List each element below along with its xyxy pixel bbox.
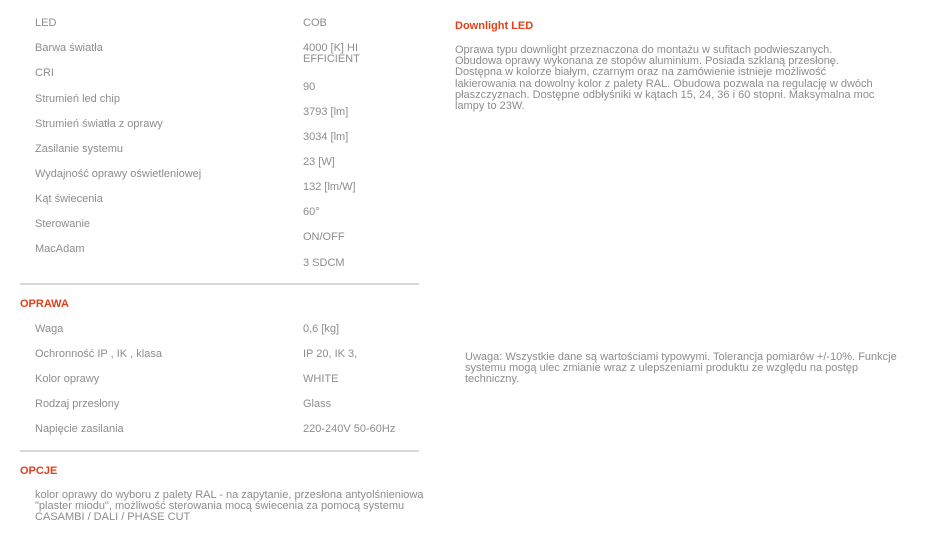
- spec-value-macadam: 3 SDCM: [303, 257, 345, 269]
- spec-label-zasilanie: Zasilanie systemu: [35, 143, 124, 155]
- oprawa-value-przeslona: Glass: [303, 398, 332, 410]
- spec-label-kat: Kąt świecenia: [35, 193, 103, 205]
- spec-label-wydajnosc: Wydajność oprawy oświetleniowej: [35, 168, 202, 180]
- oprawa-label-napiecie: Napięcie zasilania: [35, 423, 124, 435]
- spec-value-kat: 60°: [303, 206, 320, 218]
- spec-value-zasilanie: 23 [W]: [303, 156, 335, 168]
- product-description: Oprawa typu downlight przeznaczona do montażu w sufitach podwieszanych. Obudowa oprawy wykonana ze stopów aluminium. Posiada szklaną przesłonę. Dostępna w kolorze białym, czarnym oraz na zamówienie istnieje możliwość lakierowania na dowolny kolor z palety RAL. Obudowa pozwala na regulację w dwóch płaszczyznach. Dostępne odbłyśniki w kątach 15, 24, 36 i 60 stopni. Maksymalna moc lampy to 23W.: [455, 44, 875, 113]
- spec-label-led: LED: [35, 17, 57, 29]
- opcje-text: kolor oprawy do wyboru z palety RAL - na zapytanie, przesłona antyolśnieniowa "plaster miodu", możliwość sterowania mocą świecenia za pomocą systemu CASAMBI / DALI / PHASE CUT: [35, 489, 424, 524]
- section-divider: [20, 450, 419, 452]
- oprawa-value-kolor: WHITE: [303, 373, 339, 385]
- oprawa-value-napiecie: 220-240V 50-60Hz: [303, 423, 396, 435]
- spec-value-cri: 90: [303, 81, 316, 93]
- spec-value-sterowanie: ON/OFF: [303, 231, 345, 243]
- spec-label-macadam: MacAdam: [35, 243, 85, 255]
- spec-label-sterowanie: Sterowanie: [35, 218, 91, 230]
- section-title-oprawa: OPRAWA: [20, 298, 69, 310]
- section-title-opcje: OPCJE: [20, 465, 58, 477]
- oprawa-label-ochronnosc: Ochronność IP , IK , klasa: [35, 348, 162, 360]
- spec-value-strumien-oprawy: 3034 [lm]: [303, 131, 349, 143]
- product-title: Downlight LED: [455, 20, 534, 32]
- oprawa-value-waga: 0,6 [kg]: [303, 323, 340, 335]
- spec-label-strumien-oprawy: Strumień światła z oprawy: [35, 118, 163, 130]
- oprawa-label-waga: Waga: [35, 323, 64, 335]
- spec-value-wydajnosc: 132 [lm/W]: [303, 181, 356, 193]
- spec-value-barwa: 4000 [K] HI EFFICIENT: [303, 42, 360, 65]
- disclaimer-note: Uwaga: Wszystkie dane są wartościami typowymi. Tolerancja pomiarów +/-10%. Funkcje systemu mogą ulec zmianie wraz z ulepszeniami produktu ze względu na postęp techniczny.: [465, 351, 897, 386]
- spec-label-barwa: Barwa światła: [35, 42, 103, 54]
- oprawa-label-przeslona: Rodzaj przesłony: [35, 398, 120, 410]
- spec-label-cri: CRI: [35, 67, 54, 79]
- oprawa-label-kolor: Kolor oprawy: [35, 373, 100, 385]
- spec-value-led: COB: [303, 17, 327, 29]
- spec-label-strumien-chip: Strumień led chip: [35, 93, 120, 105]
- spec-value-strumien-chip: 3793 [lm]: [303, 106, 349, 118]
- section-divider: [20, 283, 419, 285]
- oprawa-value-ochronnosc: IP 20, IK 3,: [303, 348, 358, 360]
